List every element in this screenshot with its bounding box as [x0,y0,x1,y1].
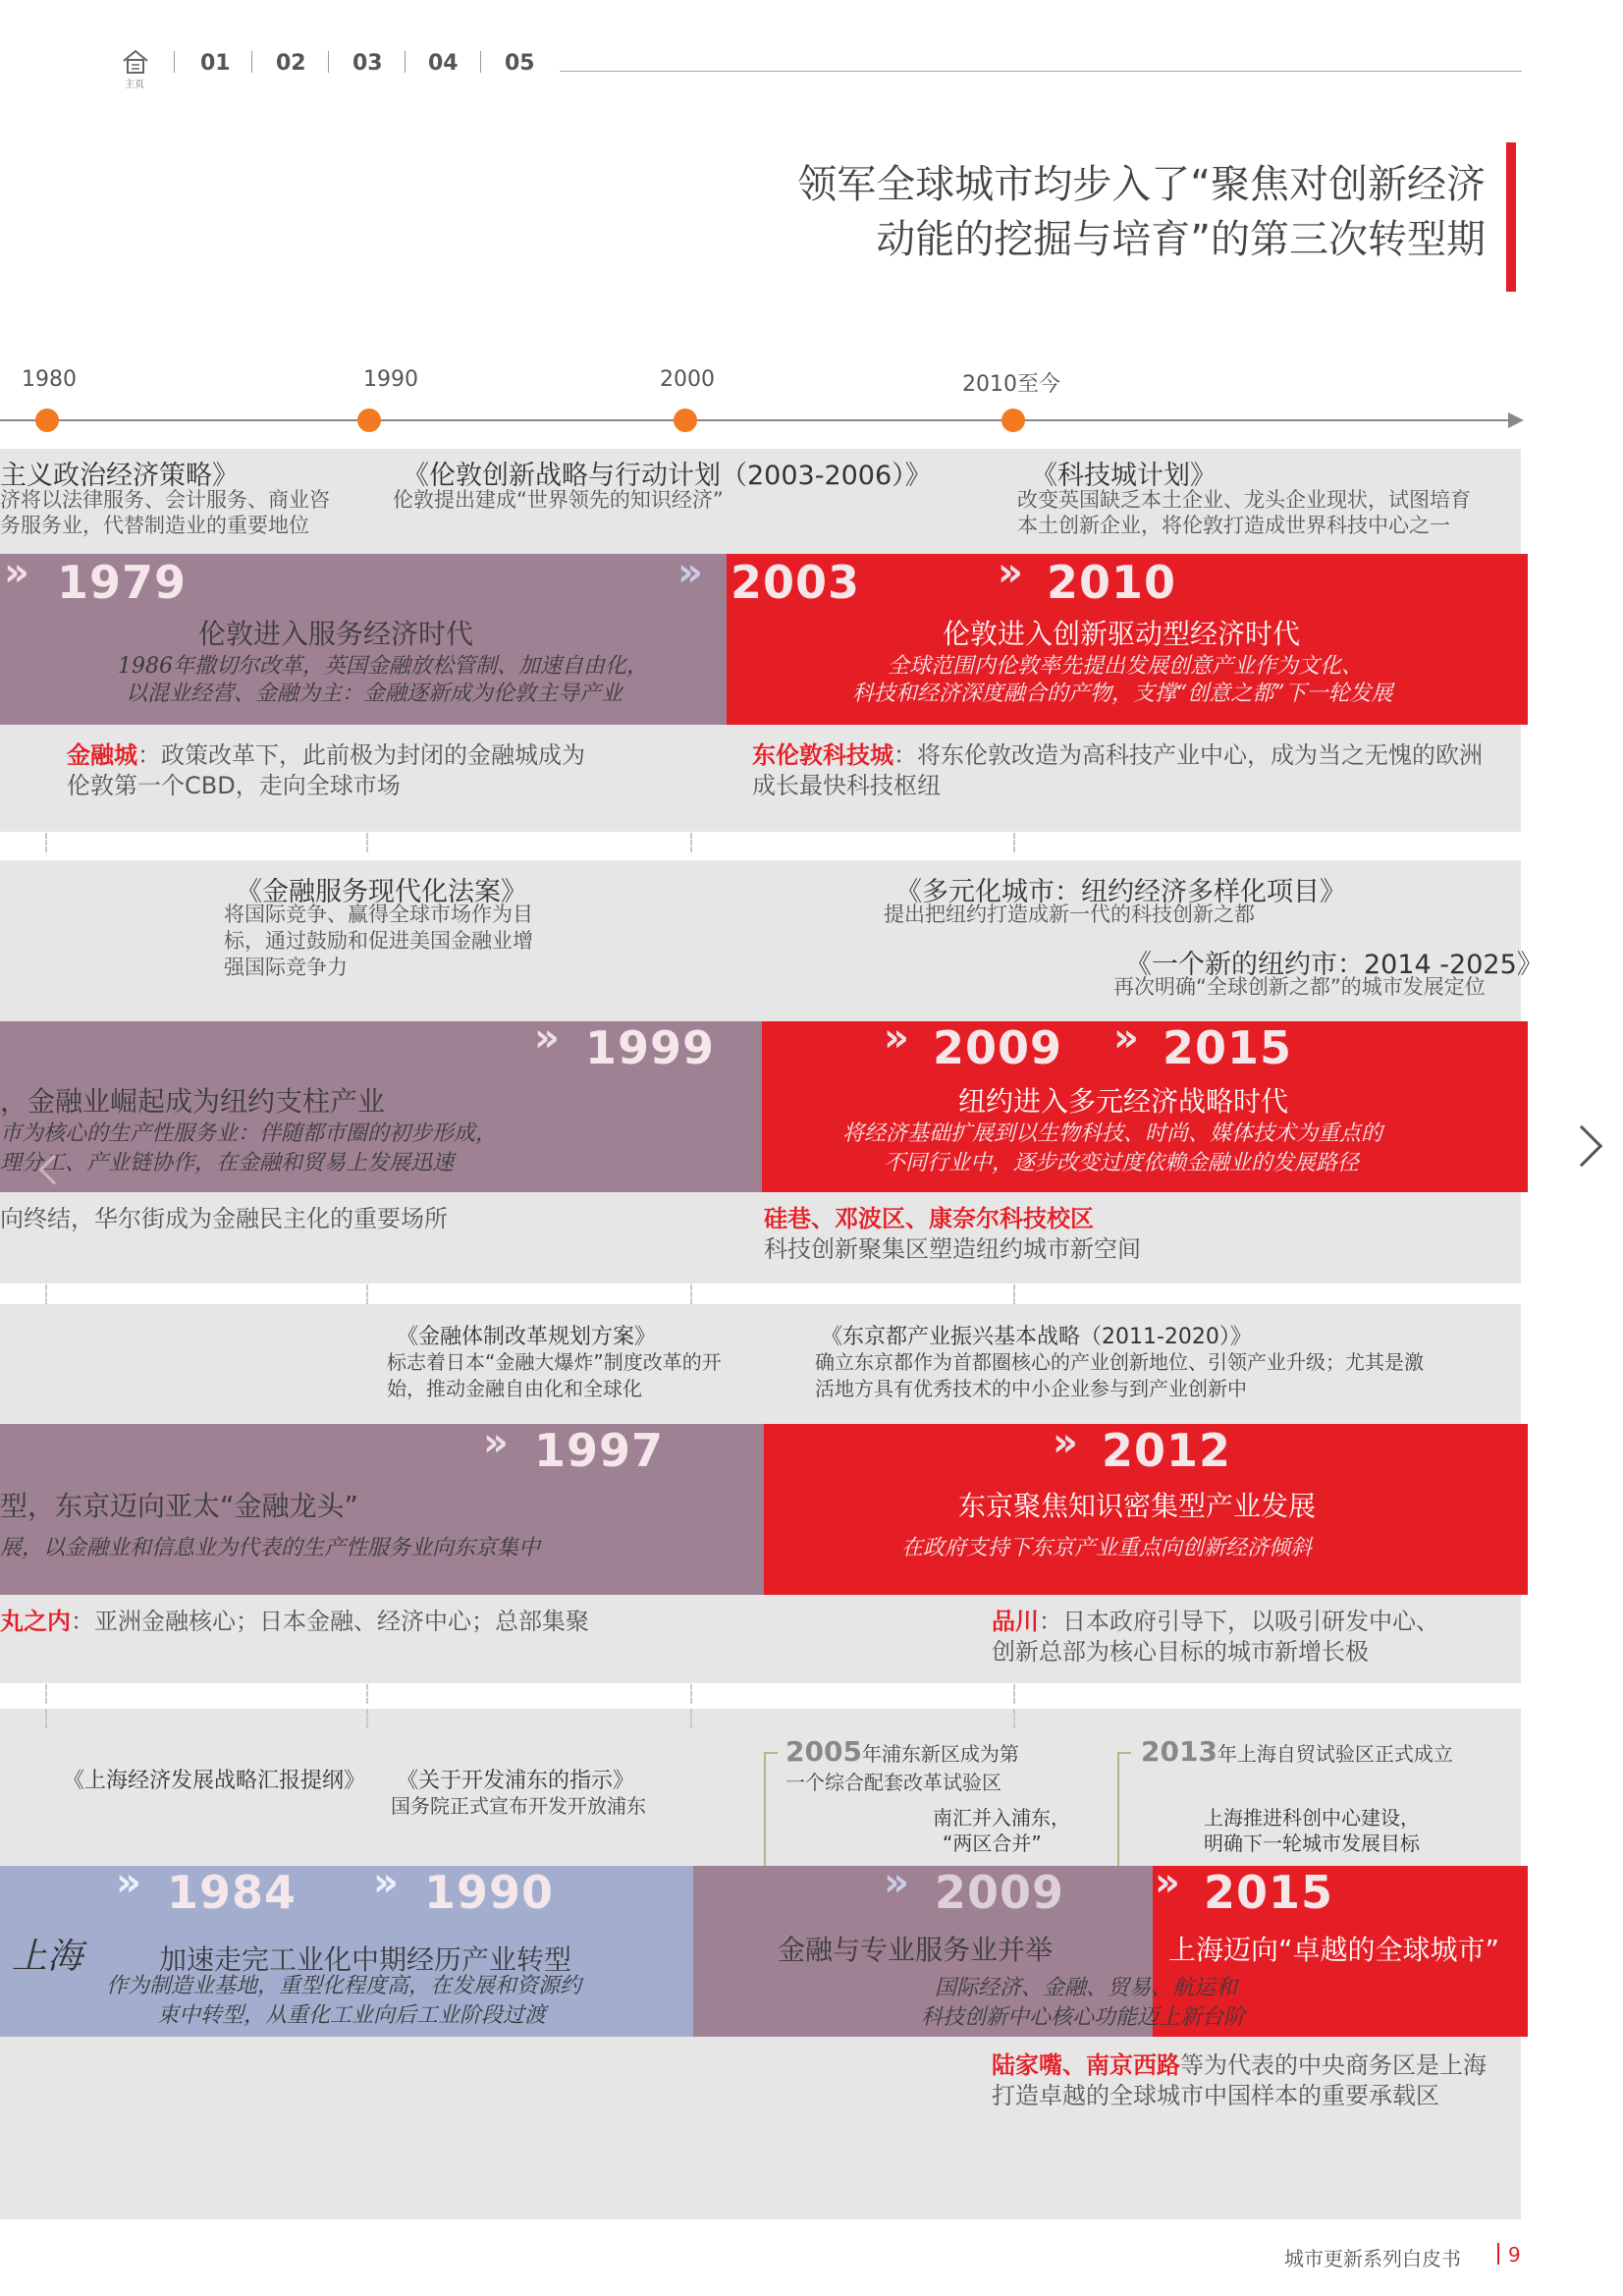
chevron-icon: » [373,1860,393,1905]
chevron-icon: » [534,1015,554,1061]
divider [45,1285,47,1304]
page-number: 9 [1508,2243,1521,2267]
shanghai-blue-title: 加速走完工业化中期经历产业转型 [159,1943,572,1976]
tokyo-zone2-line2: 创新总部为核心目标的城市新增长极 [992,1638,1369,1666]
london-doc2-text: 伦敦提出建成“世界领先的知识经济” [393,488,724,512]
note-connector [1117,1752,1131,1754]
divider [690,1709,692,1728]
tokyo-zone1 [0,1607,589,1637]
shanghai-doc2-text: 国务院正式宣布开发开放浦东 [391,1794,646,1818]
timeline-year-1990: 1990 [363,367,418,392]
shanghai-year-2009: 2009 [935,1866,1065,1919]
divider [690,1285,692,1304]
newyork-year-1999: 1999 [585,1021,716,1074]
shanghai-note2-text: 年上海自贸试验区正式成立 [1217,1742,1453,1766]
newyork-purple-desc2: 理分工、产业链协作，在金融和贸易上发展迅速 [0,1151,455,1175]
chevron-right-icon[interactable] [1561,1125,1602,1167]
chevron-icon: » [677,550,697,595]
nav-item-04[interactable]: 04 [428,51,459,76]
newyork-year-2015: 2015 [1163,1021,1293,1074]
home-icon[interactable] [122,49,149,75]
chevron-icon: » [1053,1420,1072,1465]
shanghai-red-title: 上海迈向“卓越的全球城市” [1168,1934,1500,1966]
footer-divider [1497,2243,1499,2265]
nav-divider [251,51,252,73]
shanghai-zone-name2: 南京西路 [1086,2051,1180,2079]
divider [45,1709,47,1728]
timeline-arrow-icon [1508,412,1524,428]
shanghai-doc1-title: 《上海经济发展战略汇报提纲》 [63,1769,366,1793]
shanghai-note4-line2: 明确下一轮城市发展目标 [1204,1831,1420,1855]
shanghai-blue-desc2: 束中转型，从重化工业向后工业阶段过渡 [157,2003,547,2028]
timeline-year-2000: 2000 [660,367,715,392]
london-zone1-line1: ：政策改革下，此前极为封闭的金融城成为 [137,741,585,769]
tokyo-doc1-line2: 始，推动金融自由化和全球化 [387,1377,642,1400]
shanghai-zone-line2: 打造卓越的全球城市中国样本的重要承载区 [992,2082,1439,2109]
shanghai-year-2015: 2015 [1204,1866,1334,1919]
timeline-dot [357,409,381,432]
london-year-2003: 2003 [730,556,861,609]
newyork-zone1-text: 向终结，华尔街成为金融民主化的重要场所 [0,1205,448,1232]
london-doc1-line1: 济将以法律服务、会计服务、商业咨 [0,488,330,512]
timeline-dot [674,409,697,432]
chevron-icon: » [1155,1860,1174,1905]
tokyo-red-desc: 在政府支持下东京产业重点向创新经济倾斜 [901,1536,1313,1560]
shanghai-blue-desc1: 作为制造业基地，重型化程度高，在发展和资源约 [106,1974,582,1998]
nav-item-05[interactable]: 05 [505,51,535,76]
tokyo-zone2-line1: ：日本政府引导下，以吸引研发中心、 [1039,1608,1439,1635]
shanghai-doc2-title: 《关于开发浦东的指示》 [397,1769,635,1793]
shanghai-note1 [785,1735,1019,1768]
london-doc3-title: 《科技城计划》 [1031,461,1217,491]
shanghai-note1-line2: 一个综合配套改革试验区 [785,1771,1001,1794]
newyork-zone2-name-text: 硅巷、邓波区、康奈尔科技校区 [764,1205,1094,1232]
newyork-doc1-line3: 强国际竞争力 [224,956,348,979]
tokyo-zone1-text: ：亚洲金融核心；日本金融、经济中心；总部集聚 [71,1608,589,1635]
london-year-1979: 1979 [57,556,188,609]
timeline-year-1980: 1980 [22,367,77,392]
shanghai-note4-line1: 上海推进科创中心建设， [1204,1806,1420,1830]
note-connector [764,1752,778,1754]
headline-accent-bar [1506,142,1516,292]
page-headline: 领军全球城市均步入了“聚焦对创新经济动能的挖掘与培育”的第三次转型期 [797,162,1486,262]
newyork-doc1-title: 《金融服务现代化法案》 [236,877,527,907]
london-red-desc1: 全球范围内伦敦率先提出发展创意产业作为文化、 [888,654,1364,679]
newyork-doc3-title: 《一个新的纽约市：2014 -2025》 [1125,950,1543,980]
divider [366,833,368,852]
london-zone1-name: 金融城 [67,741,137,769]
shanghai-note1-line1: 年浦东新区成为第 [861,1742,1019,1766]
newyork-doc2-text: 提出把纽约打造成新一代的科技创新之都 [884,902,1255,926]
home-label: 主页 [125,80,144,90]
shanghai-purple-title: 金融与专业服务业并举 [778,1934,1054,1966]
shanghai-note3-line2: “两区合并” [943,1831,1042,1855]
newyork-doc2-title: 《多元化城市：纽约经济多样化项目》 [895,877,1346,907]
newyork-red-desc2: 不同行业中，逐步改变过度依赖金融业的发展路径 [884,1151,1360,1175]
chevron-icon: » [884,1015,903,1061]
shanghai-zone-name1: 陆家嘴 [992,2051,1062,2079]
nav-divider [405,51,406,73]
shanghai-year-1984: 1984 [167,1866,298,1919]
divider [1013,833,1015,852]
chevron-icon: » [1113,1015,1133,1061]
chevron-icon: » [4,550,24,595]
nav-divider [328,51,329,73]
london-zone2 [752,740,1483,771]
tokyo-purple-title: 型，东京迈向亚太“金融龙头” [0,1490,359,1522]
nav-rule [560,71,1522,72]
tokyo-doc1-line1: 标志着日本“金融大爆炸”制度改革的开 [387,1350,722,1374]
london-doc1-title: 主义政治经济策略》 [0,461,239,491]
london-purple-title: 伦敦进入服务经济时代 [198,618,474,650]
tokyo-doc2-line2: 活地方具有优秀技术的中小企业参与到产业创新中 [815,1377,1247,1400]
tokyo-zone2 [992,1607,1439,1637]
newyork-doc3-text: 再次明确“全球创新之都”的城市发展定位 [1113,975,1486,999]
divider [45,833,47,852]
timeline-axis [0,419,1517,421]
shanghai-purple-desc1: 国际经济、金融、贸易、航运和 [935,1976,1238,2000]
footer-title: 城市更新系列白皮书 [1284,2247,1461,2270]
nav-item-03[interactable]: 03 [352,51,383,76]
london-red-desc2: 科技和经济深度融合的产物，支撑“创意之都”下一轮发展 [852,682,1393,706]
shanghai-note3-line1: 南汇并入浦东， [933,1806,1070,1830]
shanghai-zone-sep: 、 [1062,2051,1086,2079]
timeline-dot [35,409,59,432]
tokyo-doc2-title: 《东京都产业振兴基本战略（2011-2020）》 [821,1325,1252,1349]
shanghai-note2-year: 2013 [1141,1735,1217,1768]
tokyo-red-title: 东京聚焦知识密集型产业发展 [958,1490,1317,1522]
shanghai-purple-desc2: 科技创新中心核心功能迈上新台阶 [921,2005,1246,2030]
newyork-zone2-text: 科技创新聚集区塑造纽约城市新空间 [764,1235,1141,1263]
timeline-year-2010: 2010至今 [962,372,1060,397]
london-zone2-line2: 成长最快科技枢纽 [752,772,941,799]
newyork-purple-desc1: 市为核心的生产性服务业：伴随都市圈的初步形成， [0,1121,498,1146]
divider [690,833,692,852]
london-red-title: 伦敦进入创新驱动型经济时代 [943,618,1301,650]
chevron-icon: » [483,1420,503,1465]
divider [45,1684,47,1704]
london-purple-desc1: 1986年撒切尔改革，英国金融放松管制、加速自由化， [118,654,648,679]
london-year-2010: 2010 [1047,556,1177,609]
newyork-red-desc1: 将经济基础扩展到以生物科技、时尚、媒体技术为重点的 [842,1121,1383,1146]
timeline-dot [1001,409,1025,432]
divider [366,1285,368,1304]
divider [366,1684,368,1704]
nav-divider [480,51,481,73]
tokyo-doc2-line1: 确立东京都作为首都圈核心的产业创新地位、引领产业升级；尤其是激 [815,1350,1424,1374]
newyork-year-2009: 2009 [933,1021,1063,1074]
newyork-red-title: 纽约进入多元经济战略时代 [958,1085,1289,1118]
divider [1013,1709,1015,1728]
london-zone1-line2: 伦敦第一个CBD，走向全球市场 [67,772,401,799]
tokyo-doc1-title: 《金融体制改革规划方案》 [397,1325,657,1349]
shanghai-note1-year: 2005 [785,1735,862,1768]
divider [1013,1684,1015,1704]
chevron-icon: » [998,550,1017,595]
shanghai-year-1990: 1990 [424,1866,555,1919]
divider [1013,1285,1015,1304]
newyork-zone2-name [764,1204,1094,1234]
tokyo-year-2012: 2012 [1102,1424,1232,1477]
london-doc3-line2: 本土创新企业，将伦敦打造成世界科技中心之一 [1017,514,1450,537]
london-doc3-line1: 改变英国缺乏本土企业、龙头企业现状，试图培育 [1017,488,1471,512]
shanghai-city-label: 上海 [12,1937,83,1977]
newyork-doc1-line1: 将国际竞争、赢得全球市场作为目 [224,902,533,926]
london-zone2-name: 东伦敦科技城 [752,741,893,769]
nav-divider [174,51,175,73]
newyork-purple-title: ，金融业崛起成为纽约支柱产业 [0,1085,386,1118]
london-zone2-line1: ：将东伦敦改造为高科技产业中心，成为当之无愧的欧洲 [893,741,1483,769]
london-purple-desc2: 以混业经营、金融为主：金融逐新成为伦敦主导产业 [126,682,623,706]
divider [690,1684,692,1704]
shanghai-zone [992,2050,1487,2081]
tokyo-year-1997: 1997 [534,1424,665,1477]
tokyo-zone1-name: 丸之内 [0,1608,71,1635]
shanghai-zone-line1: 等为代表的中央商务区是上海 [1180,2051,1487,2079]
shanghai-note2 [1141,1735,1453,1768]
newyork-doc1-line2: 标，通过鼓励和促进美国金融业增 [224,929,533,953]
nav-item-02[interactable]: 02 [276,51,306,76]
nav-item-01[interactable]: 01 [200,51,231,76]
divider [366,1709,368,1728]
chevron-icon: » [884,1860,903,1905]
london-zone1 [67,740,585,771]
chevron-icon: » [116,1860,135,1905]
london-doc2-title: 《伦敦创新战略与行动计划（2003-2006）》 [403,461,932,491]
london-doc1-line2: 务服务业，代替制造业的重要地位 [0,514,309,537]
tokyo-purple-desc: 展，以金融业和信息业为代表的生产性服务业向东京集中 [0,1536,541,1560]
tokyo-zone2-name: 品川 [992,1608,1039,1635]
